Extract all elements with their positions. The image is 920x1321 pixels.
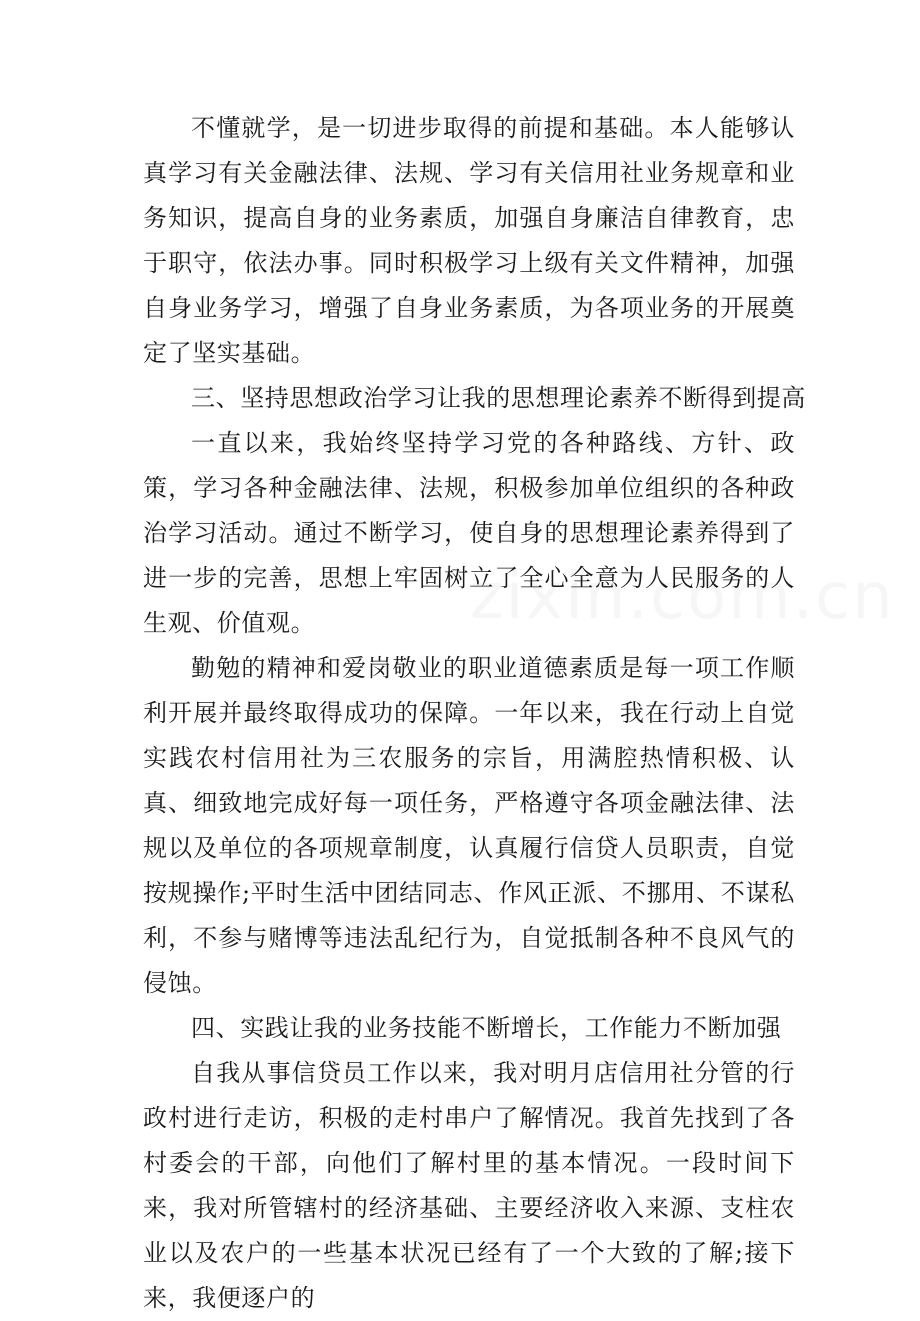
section-heading-3: 三、坚持思想政治学习让我的思想理论素养不断得到提高	[191, 384, 806, 412]
document-body	[143, 106, 806, 1321]
paragraph-work-ethic: 勤勉的精神和爱岗敬业的职业道德素质是每一项工作顺利开展并最终取得成功的保障。一年以来，我在行动上自觉实践农村信用社为三农服务的宗旨，用满腔热情积极、认真、细致地完成好每一项任务，严格遵守各项金融法律、法规以及单位的各项规章制度，认真履行信贷人员职责，自觉按规操作;平时生活中团结同志、作风正派、不挪用、不谋私利，不参与赌博等违法乱纪行为，自觉抵制各种不良风气的侵蚀。	[143, 654, 795, 997]
paragraph-practice: 自我从事信贷员工作以来，我对明月店信用社分管的行政村进行走访，积极的走村串户了解情况。我首先找到了各村委会的干部，向他们了解村里的基本情况。一段时间下来，我对所管辖村的经济基础、主要经济收入来源、支柱农业以及农户的一些基本状况已经有了一个大致的了解;接下来，我便逐户的	[143, 1059, 795, 1312]
paragraph-political-study: 一直以来，我始终坚持学习党的各种路线、方针、政策，学习各种金融法律、法规，积极参加单位组织的各种政治学习活动。通过不断学习，使自身的思想理论素养得到了进一步的完善，思想上牢固树立了全心全意为人民服务的人生观、价值观。	[143, 429, 795, 637]
section-heading-4: 四、实践让我的业务技能不断增长，工作能力不断加强	[191, 1014, 782, 1042]
paragraph-study: 不懂就学，是一切进步取得的前提和基础。本人能够认真学习有关金融法律、法规、学习有关信用社业务规章和业务知识，提高自身的业务素质，加强自身廉洁自律教育，忠于职守，依法办事。同时积极学习上级有关文件精神，加强自身业务学习，增强了自身业务素质，为各项业务的开展奠定了坚实基础。	[143, 114, 795, 367]
